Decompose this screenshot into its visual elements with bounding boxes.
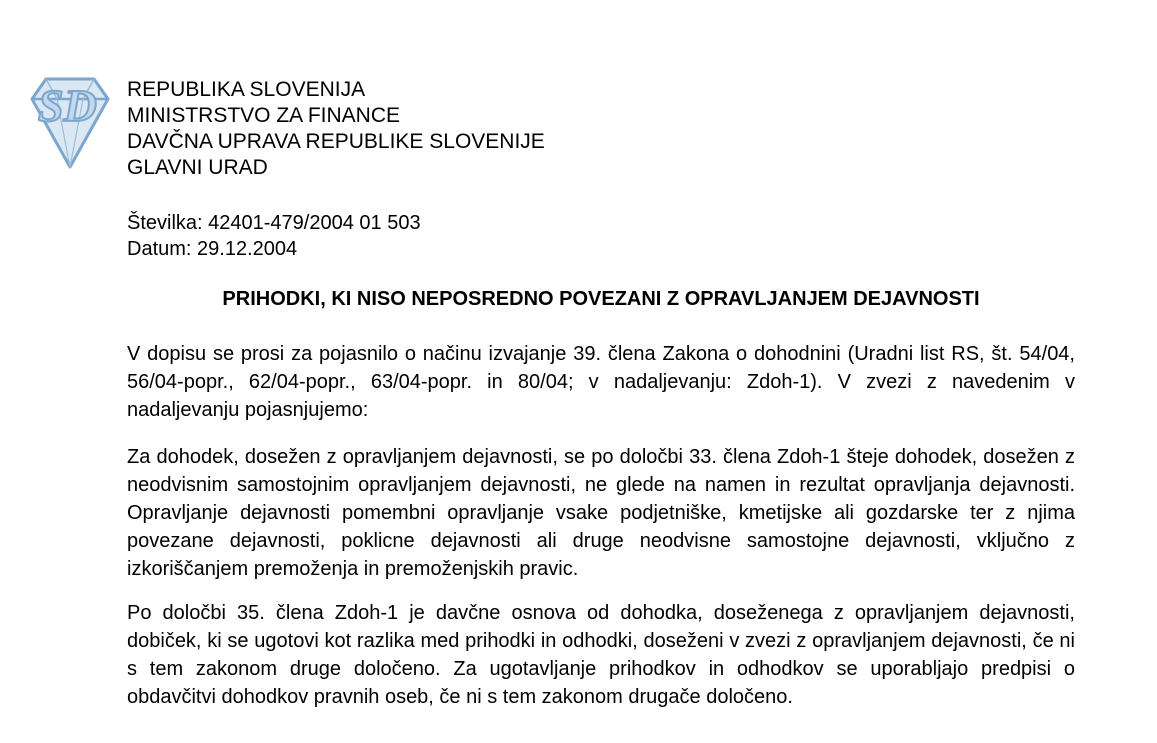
document-date-line [127,236,1075,262]
letterhead [127,77,1075,181]
letterhead-line-republic: REPUBLIKA SLOVENIJA [127,78,366,101]
paragraph-article-35: Po določbi 35. člena Zdoh-1 je davčne osnova od dohodka, doseženega z opravljanjem dejavnosti, dobiček, ki se ugotovi kot razlika med prihodki in odhodki, doseženi v zvezi z opravljanjem dejavnosti, če ni s tem zakonom druge določeno. Za ugotavljanje prihodkov in odhodkov se uporabljajo predpisi o obdavčitvi dohodkov pravnih oseb, če ni s tem zakonom drugače določeno. [127,602,1075,708]
document-date-value: 29.12.2004 [197,238,298,260]
document-content [127,77,1075,711]
document-date-label: Datum: [127,238,192,260]
paragraph-article-33: Za dohodek, dosežen z opravljanjem dejavnosti, se po določbi 33. člena Zdoh-1 šteje dohodek, dosežen z neodvisnim samostojnim opravljanjem dejavnosti, ne glede na namen in rezultat opravljanja dejavnosti. Opravljanje dejavnosti pomembni opravljanje vsake podjetniške, kmetijske ali gozdarske ter z njima povezane dejavnosti, poklicne dejavnosti ali druge neodvisne samostojne dejavnosti, vključno z izkoriščanjem premoženja in premoženjskih pravic. [127,446,1075,580]
document-number-value: 42401-479/2004 01 503 [208,212,421,234]
ministry-logo [30,73,110,173]
letterhead-line-main-office: GLAVNI URAD [127,156,268,179]
letterhead-line-tax-administration: DAVČNA UPRAVA REPUBLIKE SLOVENIJE [127,130,545,153]
document-title: PRIHODKI, KI NISO NEPOSREDNO POVEZANI Z OPRAVLJANJEM DEJAVNOSTI [222,288,980,310]
document-number-line [127,210,1075,236]
paragraph-intro: V dopisu se prosi za pojasnilo o načinu izvajanje 39. člena Zakona o dohodnini (Uradni list RS, št. 54/04, 56/04-popr., 62/04-popr., 63/04-popr. in 80/04; v nadaljevanju: Zdoh-1). V zvezi z navedenim v nadaljevanju pojasnjujemo: [127,343,1075,421]
reference-block [127,210,1075,262]
gem-logo-icon [30,73,110,173]
document-number-label: Številka: [127,212,203,234]
letterhead-line-ministry: MINISTRSTVO ZA FINANCE [127,104,401,127]
logo-letters: SD [38,80,97,131]
